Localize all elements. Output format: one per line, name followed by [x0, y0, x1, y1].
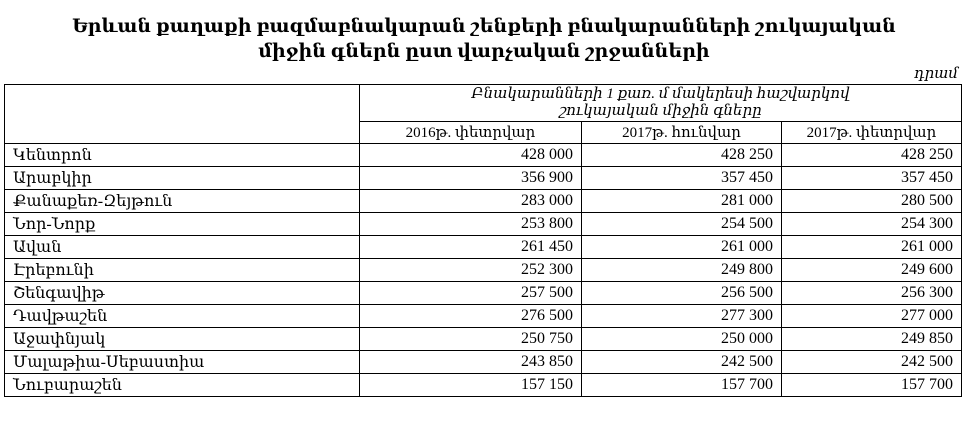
price-cell: 357 450: [782, 167, 962, 190]
title-line-1: Երևան քաղաքի բազմաբնակարան շենքերի բնակարանների շուկայական: [72, 16, 896, 37]
price-cell: 242 500: [582, 351, 782, 374]
price-cell: 428 000: [360, 144, 582, 167]
table-row: [5, 351, 962, 374]
price-cell: 257 500: [360, 282, 582, 305]
price-cell: 261 000: [782, 236, 962, 259]
table-row: [5, 144, 962, 167]
price-cell: 157 150: [360, 374, 582, 397]
price-cell: 357 450: [582, 167, 782, 190]
district-name-cell: Մալաթիա-Սեբաստիա: [5, 351, 360, 374]
price-cell: 428 250: [782, 144, 962, 167]
price-cell: 242 500: [782, 351, 962, 374]
district-name-cell: Էրեբունի: [5, 259, 360, 282]
table-row: [5, 305, 962, 328]
district-name-cell: Կենտրոն: [5, 144, 360, 167]
price-cell: 428 250: [582, 144, 782, 167]
price-cell: 157 700: [582, 374, 782, 397]
document-title: [0, 14, 968, 64]
header-main: [360, 85, 962, 122]
table-row: [5, 282, 962, 305]
price-cell: 261 450: [360, 236, 582, 259]
price-cell: 243 850: [360, 351, 582, 374]
price-cell: 277 000: [782, 305, 962, 328]
price-cell: 249 850: [782, 328, 962, 351]
column-header: 2017թ. հունվար: [582, 122, 782, 144]
price-cell: 256 300: [782, 282, 962, 305]
price-cell: 253 800: [360, 213, 582, 236]
price-cell: 249 800: [582, 259, 782, 282]
district-name-cell: Քանաքեռ-Զեյթուն: [5, 190, 360, 213]
column-header: 2016թ. փետրվար: [360, 122, 582, 144]
price-cell: 250 000: [582, 328, 782, 351]
district-name-cell: Ավան: [5, 236, 360, 259]
district-name-cell: Շենգավիթ: [5, 282, 360, 305]
price-cell: 276 500: [360, 305, 582, 328]
table-row: [5, 236, 962, 259]
price-cell: 249 600: [782, 259, 962, 282]
table-body: [5, 144, 962, 397]
title-line-2: միջին գներն ըստ վարչական շրջանների: [258, 41, 710, 62]
price-cell: 157 700: [782, 374, 962, 397]
header-main-line-2: շուկայական միջին գները: [559, 103, 762, 119]
district-name-cell: Նուբարաշեն: [5, 374, 360, 397]
price-cell: 356 900: [360, 167, 582, 190]
price-cell: 280 500: [782, 190, 962, 213]
price-table: [4, 84, 962, 397]
table-row: [5, 213, 962, 236]
price-cell: 256 500: [582, 282, 782, 305]
table-row: [5, 190, 962, 213]
district-name-cell: Աջափնյակ: [5, 328, 360, 351]
table-row: [5, 374, 962, 397]
price-cell: 261 000: [582, 236, 782, 259]
column-header: 2017թ. փետրվար: [782, 122, 962, 144]
price-cell: 254 500: [582, 213, 782, 236]
price-cell: 281 000: [582, 190, 782, 213]
header-empty-cell: [5, 85, 360, 144]
table-row: [5, 259, 962, 282]
price-cell: 252 300: [360, 259, 582, 282]
header-main-line-1: Բնակարանների 1 քառ. մ մակերեսի հաշվարկով: [471, 86, 850, 102]
price-cell: 254 300: [782, 213, 962, 236]
price-cell: 250 750: [360, 328, 582, 351]
unit-label: դրամ: [914, 66, 958, 82]
price-cell: 277 300: [582, 305, 782, 328]
table-row: [5, 167, 962, 190]
price-cell: 283 000: [360, 190, 582, 213]
district-name-cell: Նոր-Նորք: [5, 213, 360, 236]
district-name-cell: Դավթաշեն: [5, 305, 360, 328]
district-name-cell: Արաբկիր: [5, 167, 360, 190]
table-row: [5, 328, 962, 351]
